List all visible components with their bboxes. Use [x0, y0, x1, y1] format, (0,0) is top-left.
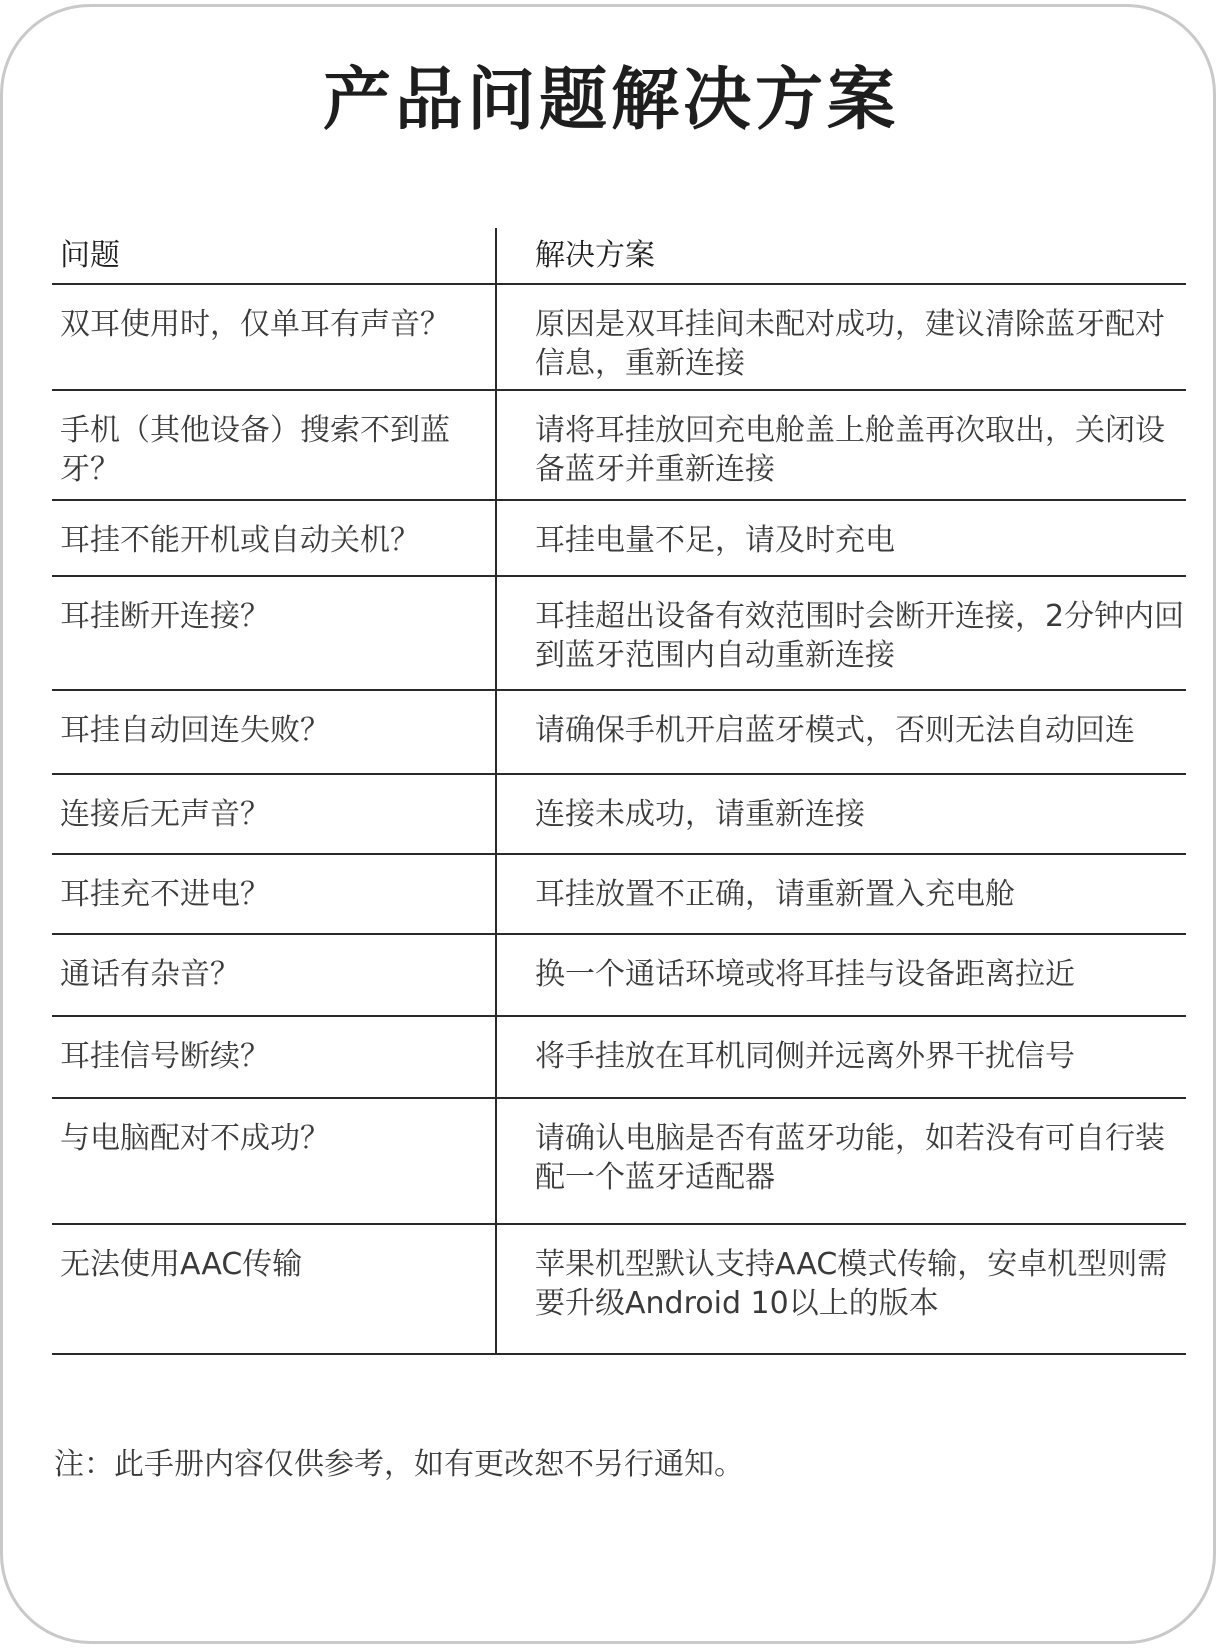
question-cell: 耳挂断开连接？	[52, 576, 496, 690]
question-cell: 与电脑配对不成功？	[52, 1098, 496, 1224]
question-cell: 手机（其他设备）搜索不到蓝牙？	[52, 390, 496, 500]
table-row	[52, 1098, 1186, 1224]
table-row	[52, 390, 1186, 500]
solution-cell: 请将耳挂放回充电舱盖上舱盖再次取出，关闭设备蓝牙并重新连接	[496, 390, 1186, 500]
column-header-question: 问题	[52, 228, 496, 284]
table-header-row	[52, 228, 1186, 284]
table-row	[52, 774, 1186, 854]
table-row	[52, 690, 1186, 774]
table-row	[52, 934, 1186, 1016]
table-row	[52, 1224, 1186, 1354]
table-row	[52, 500, 1186, 576]
table-row	[52, 854, 1186, 934]
question-cell: 耳挂信号断续？	[52, 1016, 496, 1098]
column-header-solution: 解决方案	[496, 228, 1186, 284]
faq-table	[52, 228, 1186, 1355]
table-row	[52, 284, 1186, 390]
table-row	[52, 576, 1186, 690]
solution-cell: 原因是双耳挂间未配对成功，建议清除蓝牙配对信息，重新连接	[496, 284, 1186, 390]
solution-cell: 请确保手机开启蓝牙模式，否则无法自动回连	[496, 690, 1186, 774]
solution-cell: 苹果机型默认支持AAC模式传输，安卓机型则需要升级Android 10以上的版本	[496, 1224, 1186, 1354]
question-cell: 无法使用AAC传输	[52, 1224, 496, 1354]
question-cell: 耳挂自动回连失败？	[52, 690, 496, 774]
table-row	[52, 1016, 1186, 1098]
disclaimer-note: 注：此手册内容仅供参考，如有更改恕不另行通知。	[54, 1447, 744, 1482]
solution-cell: 连接未成功，请重新连接	[496, 774, 1186, 854]
question-cell: 耳挂充不进电？	[52, 854, 496, 934]
solution-cell: 请确认电脑是否有蓝牙功能，如若没有可自行装配一个蓝牙适配器	[496, 1098, 1186, 1224]
page-title: 产品问题解决方案	[322, 61, 899, 140]
solution-cell: 耳挂电量不足，请及时充电	[496, 500, 1186, 576]
question-cell: 连接后无声音？	[52, 774, 496, 854]
solution-cell: 耳挂放置不正确，请重新置入充电舱	[496, 854, 1186, 934]
solution-cell: 将手挂放在耳机同侧并远离外界干扰信号	[496, 1016, 1186, 1098]
question-cell: 通话有杂音？	[52, 934, 496, 1016]
solution-cell: 换一个通话环境或将耳挂与设备距离拉近	[496, 934, 1186, 1016]
question-cell: 耳挂不能开机或自动关机？	[52, 500, 496, 576]
question-cell: 双耳使用时，仅单耳有声音？	[52, 284, 496, 390]
solution-cell: 耳挂超出设备有效范围时会断开连接，2分钟内回到蓝牙范围内自动重新连接	[496, 576, 1186, 690]
